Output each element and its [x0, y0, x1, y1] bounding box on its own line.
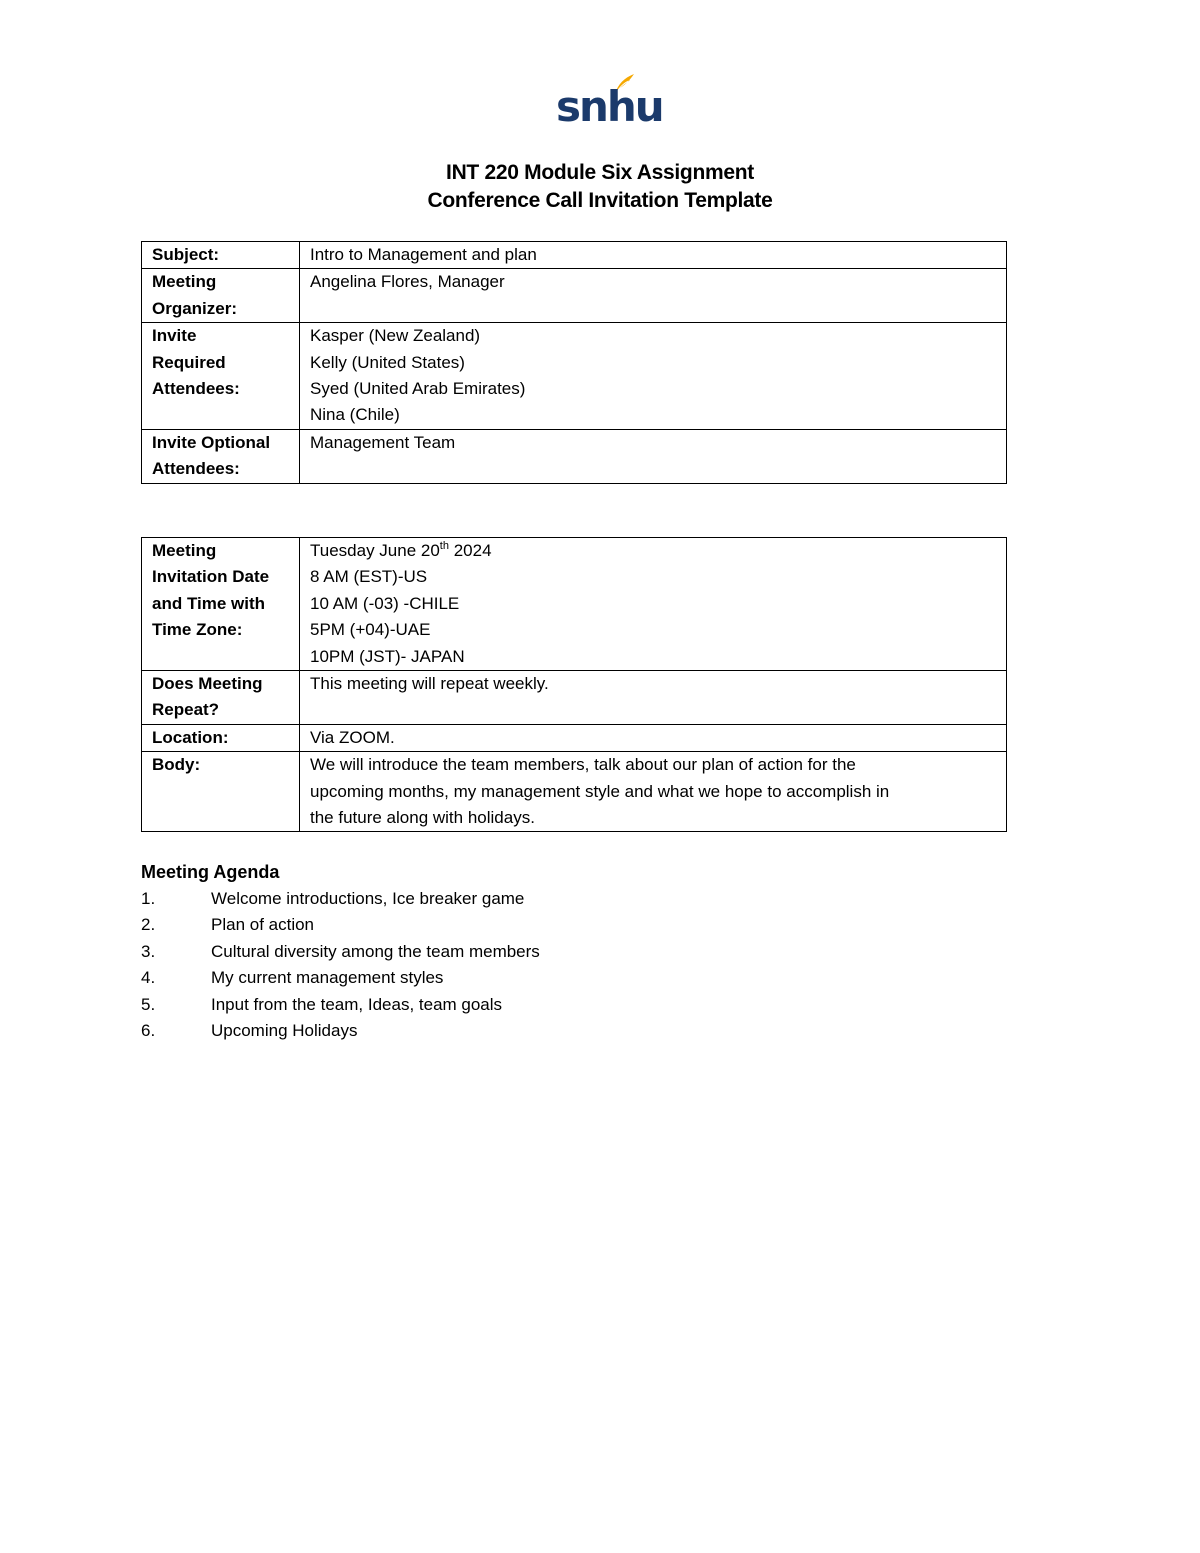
table-row: [142, 671, 1007, 725]
list-item: 6. Upcoming Holidays: [141, 1020, 358, 1040]
invitation-details-table: [141, 241, 1007, 484]
datetime-value: [300, 538, 1007, 671]
agenda-title: Meeting Agenda: [141, 862, 280, 882]
table-row: [142, 269, 1007, 323]
subject-label: Subject:: [142, 242, 300, 269]
time-zone-entry: 10 AM (-03) -CHILE: [310, 593, 460, 613]
repeat-value: This meeting will repeat weekly.: [300, 671, 1007, 725]
page-subtitle: Conference Call Invitation Template: [427, 189, 773, 212]
datetime-label: Meeting Invitation Date and Time with Time Zone:: [142, 538, 300, 671]
snhu-logo: [556, 72, 663, 134]
time-zone-entry: 10PM (JST)- JAPAN: [310, 646, 465, 666]
optional-attendees-label: Invite Optional Attendees:: [142, 429, 300, 483]
required-attendees-label: Invite Required Attendees:: [142, 323, 300, 430]
body-label: Body:: [142, 752, 300, 832]
table-row: [142, 724, 1007, 751]
body-value: We will introduce the team members, talk about our plan of action for the upcoming months, my management style and what we hope to accomplish in the future along with holidays.: [300, 752, 1007, 832]
location-label: Location:: [142, 724, 300, 751]
agenda-list: [141, 886, 540, 1044]
time-zone-entry: 5PM (+04)-UAE: [310, 620, 431, 640]
meeting-info-table: [141, 537, 1007, 832]
organizer-value: Angelina Flores, Manager: [300, 269, 1007, 323]
table-row: [142, 323, 1007, 430]
logo-text: snhu: [556, 82, 663, 131]
table-row: [142, 538, 1007, 671]
list-item: 5. Input from the team, Ideas, team goals: [141, 994, 503, 1014]
table-row: [142, 242, 1007, 269]
location-value: Via ZOOM.: [300, 724, 1007, 751]
optional-attendees-value: Management Team: [300, 429, 1007, 483]
attendee: Syed (United Arab Emirates): [310, 379, 526, 399]
time-zone-entry: 8 AM (EST)-US: [310, 567, 428, 587]
subject-value: Intro to Management and plan: [300, 242, 1007, 269]
list-item: 2. Plan of action: [141, 915, 315, 935]
attendee: Kasper (New Zealand): [310, 326, 481, 346]
attendee: Kelly (United States): [310, 352, 465, 372]
list-item: 4. My current management styles: [141, 968, 444, 988]
required-attendees-value: [300, 323, 1007, 430]
list-item: 1. Welcome introductions, Ice breaker game: [141, 889, 525, 908]
page-title: INT 220 Module Six Assignment: [446, 161, 754, 184]
table-row: [142, 429, 1007, 483]
attendee: Nina (Chile): [310, 405, 400, 425]
organizer-label: Meeting Organizer:: [142, 269, 300, 323]
table-row: [142, 752, 1007, 832]
list-item: 3. Cultural diversity among the team members: [141, 941, 540, 961]
repeat-label: Does Meeting Repeat?: [142, 671, 300, 725]
meeting-date: Tuesday June 20th 2024: [310, 540, 492, 560]
